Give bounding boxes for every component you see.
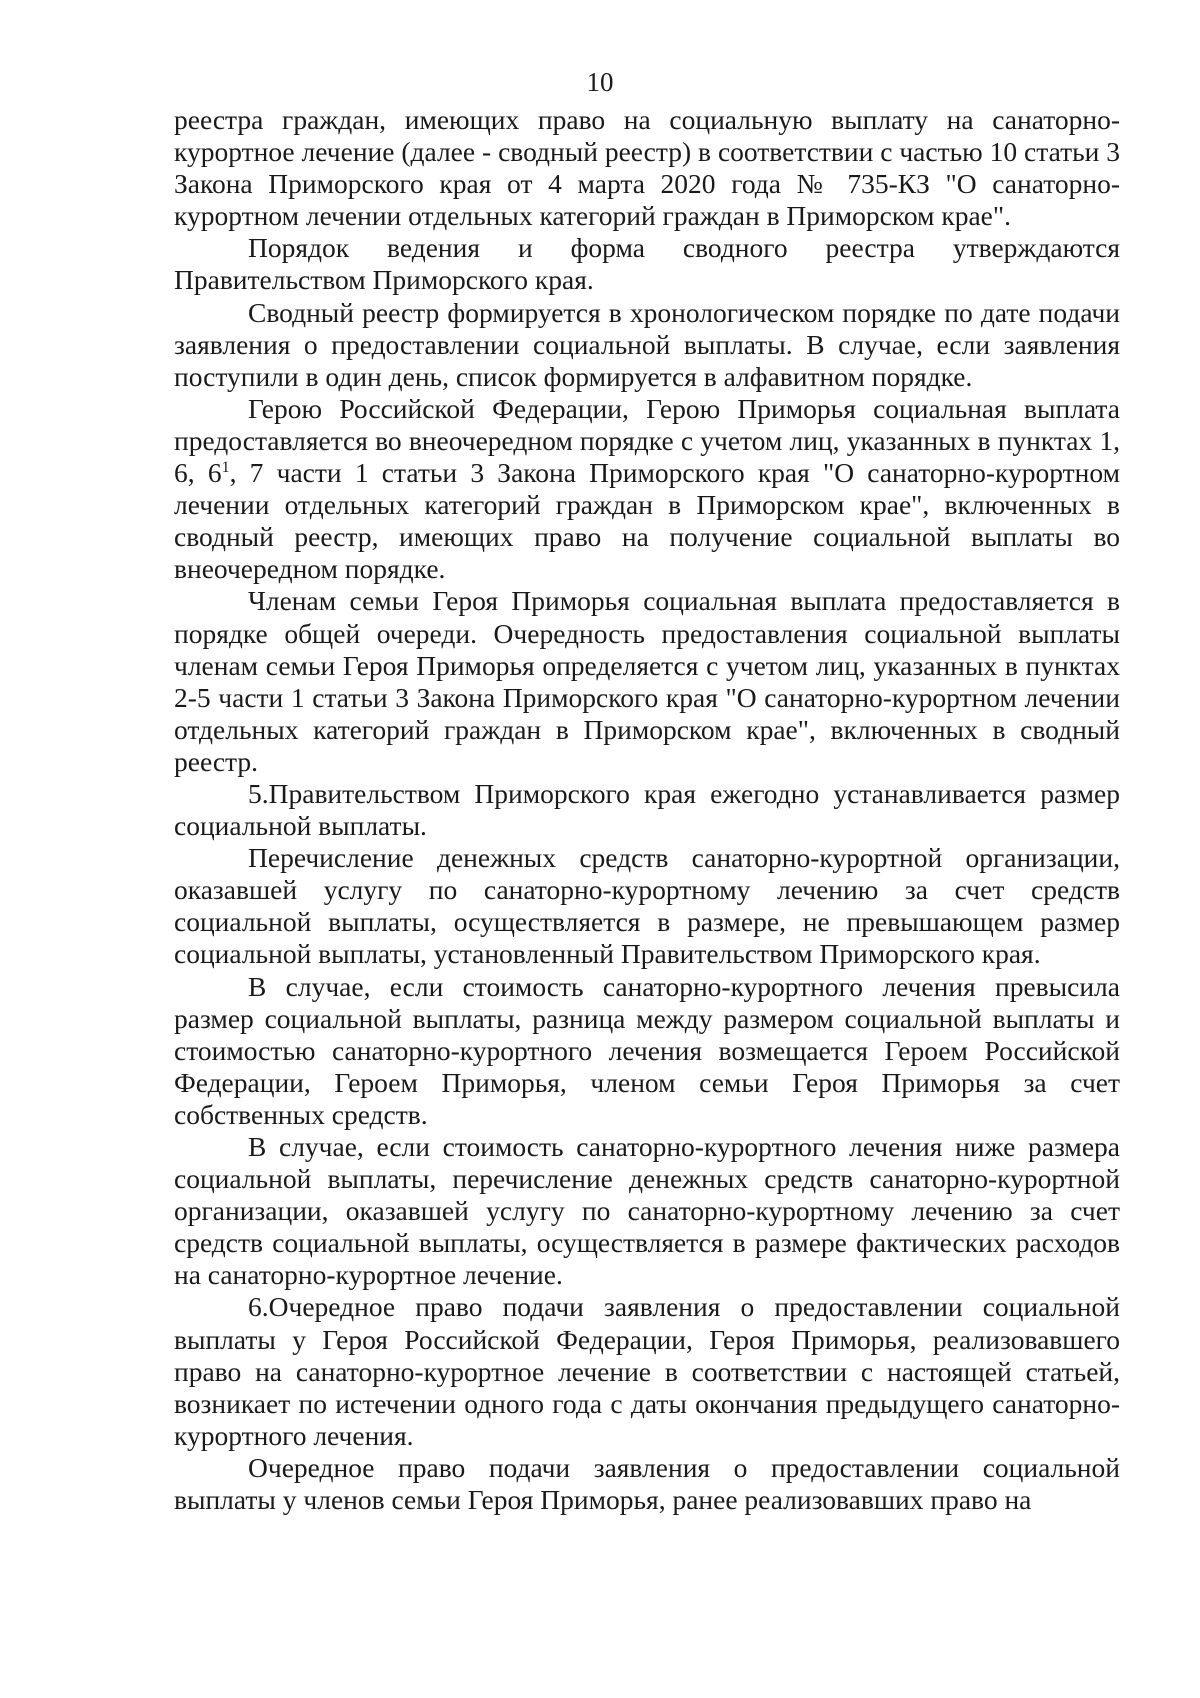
paragraph-cost-exceeds: В случае, если стоимость санаторно-курортного лечения превысила размер социальной выплаты, разница между размером социальной выплаты и стоимостью санаторно-курортного лечения возмещается Героем Российской Федерации, Героем Приморья, членом семьи Героя Приморья за счет собственных средств. (174, 970, 1120, 1130)
paragraph-registry-order: Порядок ведения и форма сводного реестра утверждаются Правительством Приморского края. (174, 232, 1120, 296)
paragraph-transfer-funds: Перечисление денежных средств санаторно-курортной организации, оказавшей услугу по санаторно-курортному лечению за счет средств социальной выплаты, осуществляется в размере, не превышающем размер социальной выплаты, установленный Правительством Приморского края. (174, 842, 1120, 970)
paragraph-item-6: 6.Очередное право подачи заявления о предоставлении социальной выплаты у Героя Российской Федерации, Героя Приморья, реализовавшего право на санаторно-курортное лечение в соответствии с настоящей статьей, возникает по истечении одного года с даты окончания предыдущего санаторно-курортного лечения. (174, 1291, 1120, 1451)
paragraph-family-members: Членам семьи Героя Приморья социальная выплата предоставляется в порядке общей очереди. Очередность предоставления социальной выплаты членам семьи Героя Приморья определяется с учетом лиц, указанных в пунктах 2-5 части 1 статьи 3 Закона Приморского края "О санаторно-курортном лечении отдельных категорий граждан в Приморском крае", включенных в сводный реестр. (174, 585, 1120, 777)
paragraph-family-next-right: Очередное право подачи заявления о предоставлении социальной выплаты у членов семьи Героя Приморья, ранее реализовавших право на (174, 1451, 1120, 1516)
paragraph-hero-priority (174, 393, 1120, 586)
paragraph-hero-priority-text-end: , 7 части 1 статьи 3 Закона Приморского края "О санаторно-курортном лечении отдельных категорий граждан в Приморском крае", включенных в сводный реестр, имеющих право на получение социальной выплаты во внеочередном порядке. (174, 457, 1121, 585)
paragraph-cost-below: В случае, если стоимость санаторно-курортного лечения ниже размера социальной выплаты, перечисление денежных средств санаторно-курортной организации, оказавшей услугу по санаторно-курортному лечению за счет средств социальной выплаты, осуществляется в размере фактических расходов на санаторно-курортное лечение. (174, 1131, 1120, 1291)
page-number: 10 (586, 67, 614, 97)
document-body (174, 104, 1120, 1516)
paragraph-item-5: 5.Правительством Приморского края ежегодно устанавливается размер социальной выплаты. (174, 777, 1120, 842)
superscript-marker: 1 (221, 459, 230, 477)
paragraph-continuation: реестра граждан, имеющих право на социальную выплату на санаторно-курортное лечение (далее - сводный реестр) в соответствии с частью 10 статьи 3 Закона Приморского края от 4 марта 2020 года № 735-КЗ "О санаторно-курортном лечении отдельных категорий граждан в Приморском крае". (174, 104, 1120, 232)
paragraph-registry-formation: Сводный реестр формируется в хронологическом порядке по дате подачи заявления о предоставлении социальной выплаты. В случае, если заявления поступили в один день, список формируется в алфавитном порядке. (174, 296, 1120, 392)
paragraph-hero-priority-text: Герою Российской Федерации, Герою Приморья социальная выплата предоставляется во внеочередном порядке с учетом лиц, указанных в пунктах 1, 6, 6 (174, 392, 1120, 489)
